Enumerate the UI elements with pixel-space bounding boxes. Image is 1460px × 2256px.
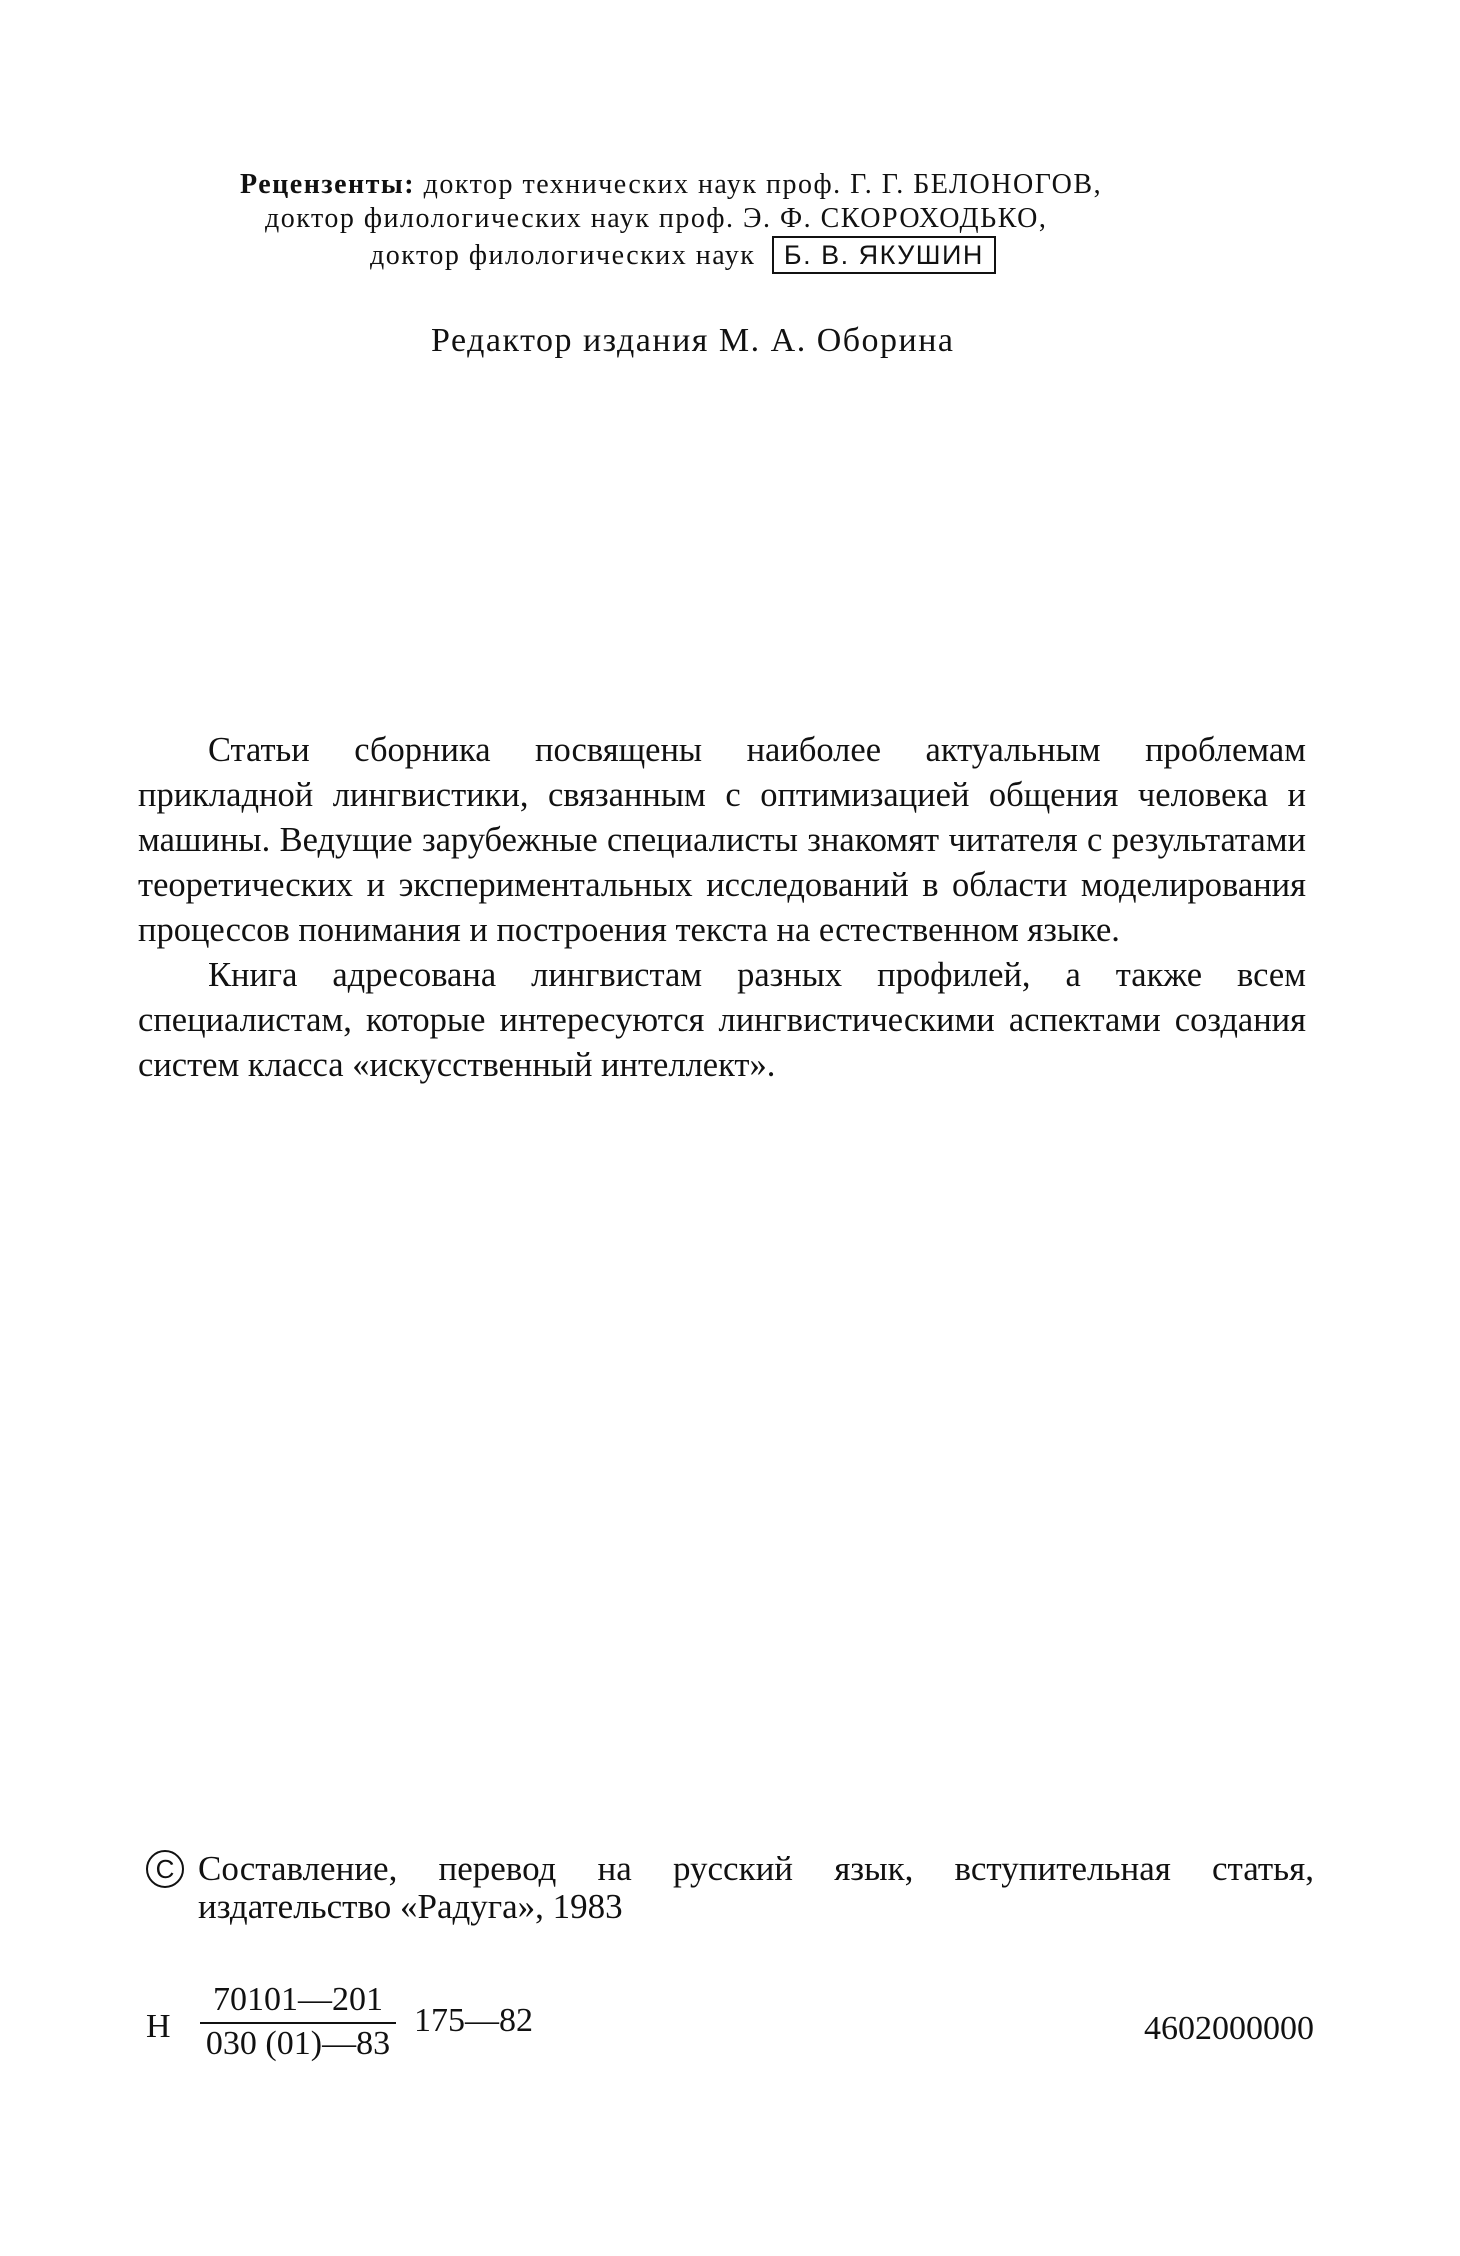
annotation-paragraph-1: Статьи сборника посвящены наиболее актуальным проблемам прикладной лингвистики, связанным с оптимизацией общения человека и машины. Ведущие зарубежные специалисты знакомят читателя с результатами теоретических и экспериментальных исследований в области моделирования процессов понимания и построения текста на естественном языке. [138, 731, 1306, 949]
reviewer-line-2 [265, 202, 1265, 236]
reviewers-label: Рецензенты: [240, 169, 416, 200]
editor-credit: Редактор издания М. А. Оборина [431, 322, 955, 359]
copyright-notice [146, 1850, 1314, 1926]
index-fraction [200, 1980, 396, 2064]
index-letter: Н [146, 2008, 171, 2045]
index-code: 175—82 [414, 2002, 533, 2039]
copyright-text: Составление, перевод на русский язык, вступительная статья, издательство «Радуга», 1983 [198, 1849, 1314, 1926]
reviewer-line-1 [240, 168, 1240, 202]
reviewers-block [240, 168, 1240, 274]
publication-index [146, 1980, 1314, 2100]
reviewer-3-name-mourning-frame: Б. В. ЯКУШИН [772, 236, 996, 274]
book-annotation [138, 728, 1306, 1088]
index-numerator: 70101—201 [200, 1980, 396, 2024]
reviewer-1: доктор технических наук проф. Г. Г. БЕЛОНОГОВ, [423, 169, 1103, 200]
index-denominator: 030 (01)—83 [205, 2025, 391, 2062]
index-number: 4602000000 [1144, 2010, 1314, 2047]
reviewer-line-3 [370, 236, 1370, 274]
copyright-icon: C [146, 1850, 184, 1888]
reviewer-2: доктор филологических наук проф. Э. Ф. СКОРОХОДЬКО, [265, 203, 1048, 234]
reviewer-3-title: доктор филологических наук [370, 240, 756, 271]
annotation-paragraph-2: Книга адресована лингвистам разных профилей, а также всем специалистам, которые интересуются лингвистическими аспектами создания систем класса «искусственный интеллект». [138, 956, 1306, 1084]
